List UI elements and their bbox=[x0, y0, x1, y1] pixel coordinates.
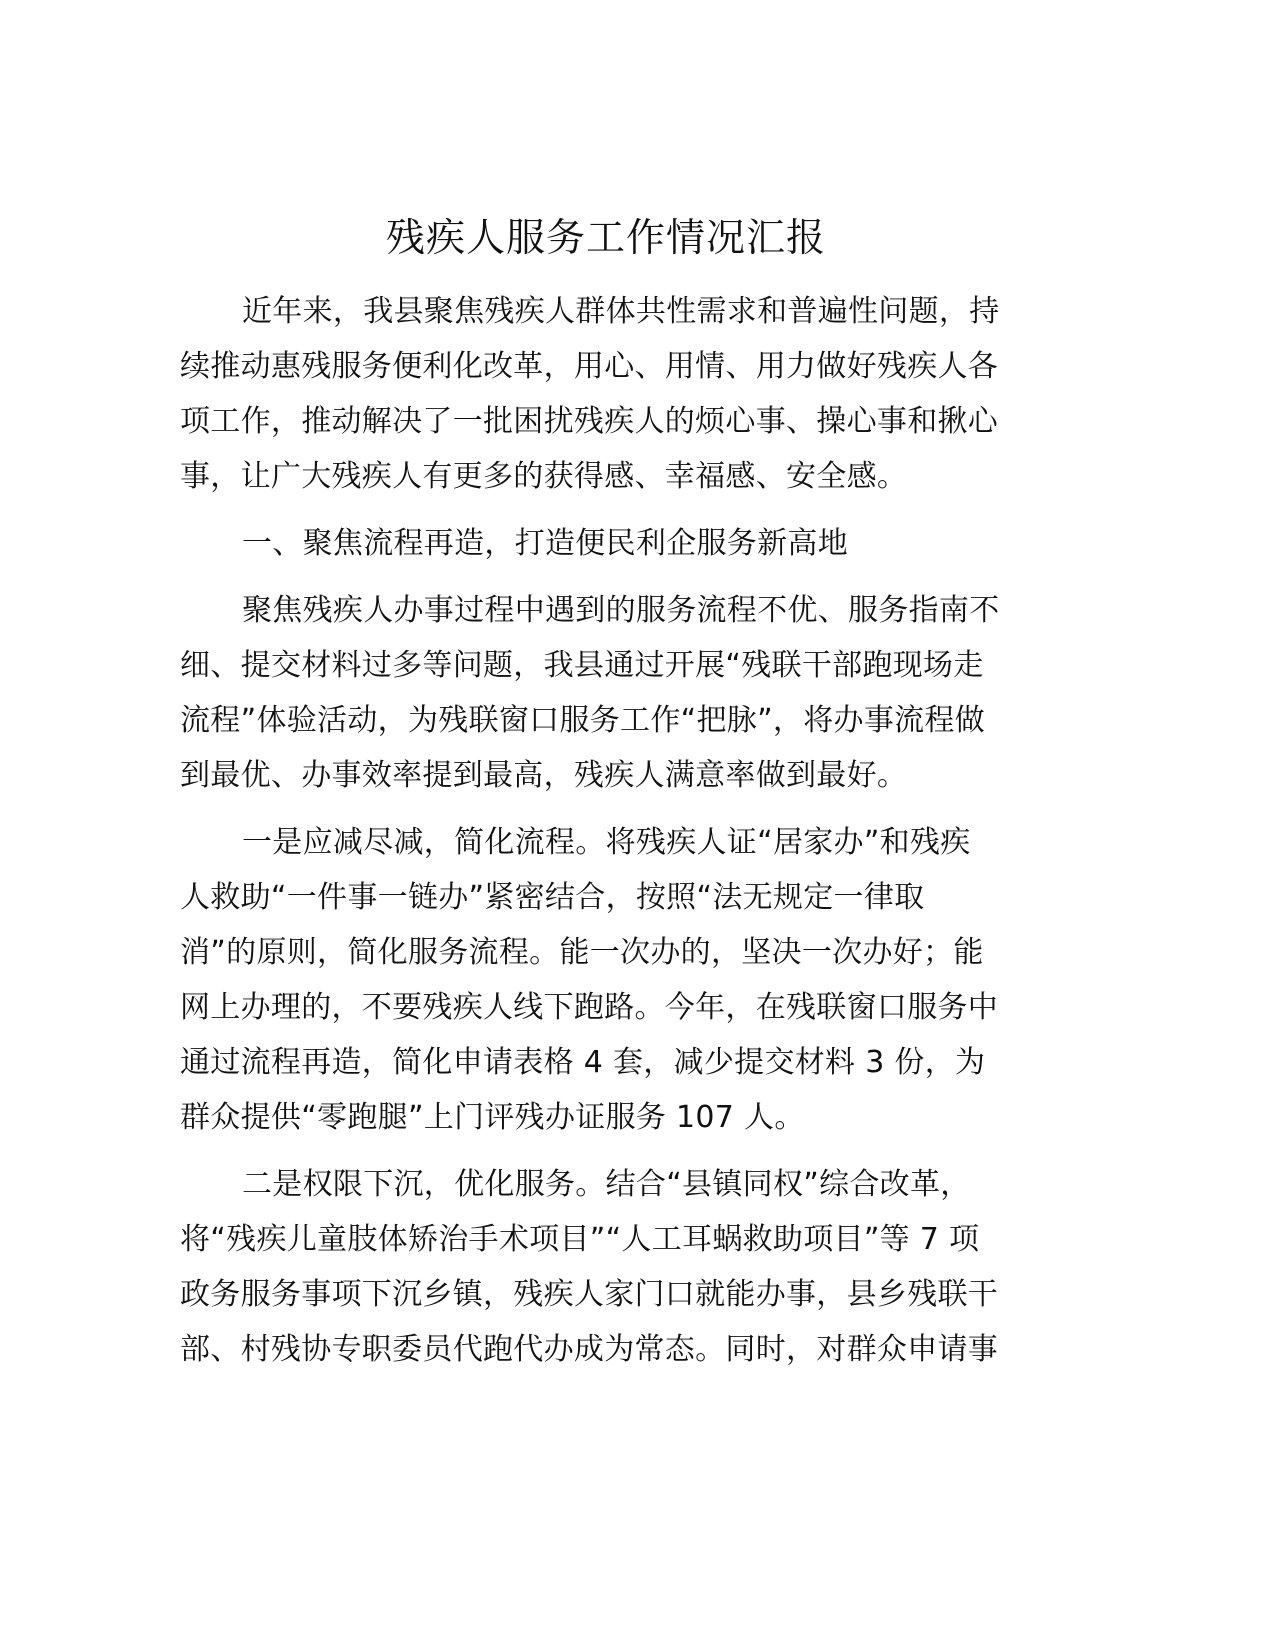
section-1-paragraph bbox=[180, 583, 1040, 803]
text-line: 人救助“一件事一链办”紧密结合，按照“法无规定一律取 bbox=[180, 880, 925, 915]
text-line: 一是应减尽减，简化流程。将残疾人证“居家办”和残疾 bbox=[242, 825, 971, 860]
text-line: 项工作，推动解决了一批困扰残疾人的烦心事、操心事和揪心 bbox=[180, 404, 999, 439]
text-line: 聚焦残疾人办事过程中遇到的服务流程不优、服务指南不 bbox=[242, 593, 1000, 628]
point-2-paragraph bbox=[180, 1157, 1040, 1377]
text-line: 消”的原则，简化服务流程。能一次办的，坚决一次办好；能 bbox=[180, 935, 984, 970]
paragraph-gap bbox=[180, 803, 1040, 815]
paragraph-gap bbox=[180, 1145, 1040, 1157]
section-heading-1 bbox=[180, 516, 1040, 571]
document-title: 残疾人服务工作情况汇报 bbox=[385, 216, 826, 261]
paragraph-gap bbox=[180, 571, 1040, 583]
point-1-paragraph bbox=[180, 815, 1040, 1145]
text-line: 一、聚焦流程再造，打造便民利企服务新高地 bbox=[242, 526, 848, 561]
text-line: 二是权限下沉，优化服务。结合“县镇同权”综合改革， bbox=[242, 1167, 971, 1202]
intro-paragraph bbox=[180, 284, 1040, 504]
text-line: 续推动惠残服务便利化改革，用心、用情、用力做好残疾人各 bbox=[180, 349, 999, 384]
text-line: 事，让广大残疾人有更多的获得感、幸福感、安全感。 bbox=[180, 459, 908, 494]
text-line: 将“残疾儿童肢体矫治手术项目”“人工耳蜗救助项目”等 7 项 bbox=[180, 1222, 980, 1257]
document-body bbox=[180, 284, 1040, 1377]
text-line: 部、村残协专职委员代跑代办成为常态。同时，对群众申请事 bbox=[180, 1332, 999, 1367]
text-line: 政务服务事项下沉乡镇，残疾人家门口就能办事，县乡残联干 bbox=[180, 1277, 999, 1312]
text-line: 通过流程再造，简化申请表格 4 套，减少提交材料 3 份，为 bbox=[180, 1045, 986, 1080]
paragraph-gap bbox=[180, 504, 1040, 516]
text-line: 细、提交材料过多等问题，我县通过开展“残联干部跑现场走 bbox=[180, 648, 984, 683]
text-line: 群众提供“零跑腿”上门评残办证服务 107 人。 bbox=[180, 1100, 805, 1135]
text-line: 网上办理的，不要残疾人线下跑路。今年，在残联窗口服务中 bbox=[180, 990, 999, 1025]
text-line: 到最优、办事效率提到最高，残疾人满意率做到最好。 bbox=[180, 758, 908, 793]
text-line: 流程”体验活动，为残联窗口服务工作“把脉”，将办事流程做 bbox=[180, 703, 986, 738]
text-line: 近年来，我县聚焦残疾人群体共性需求和普遍性问题，持 bbox=[242, 294, 1000, 329]
